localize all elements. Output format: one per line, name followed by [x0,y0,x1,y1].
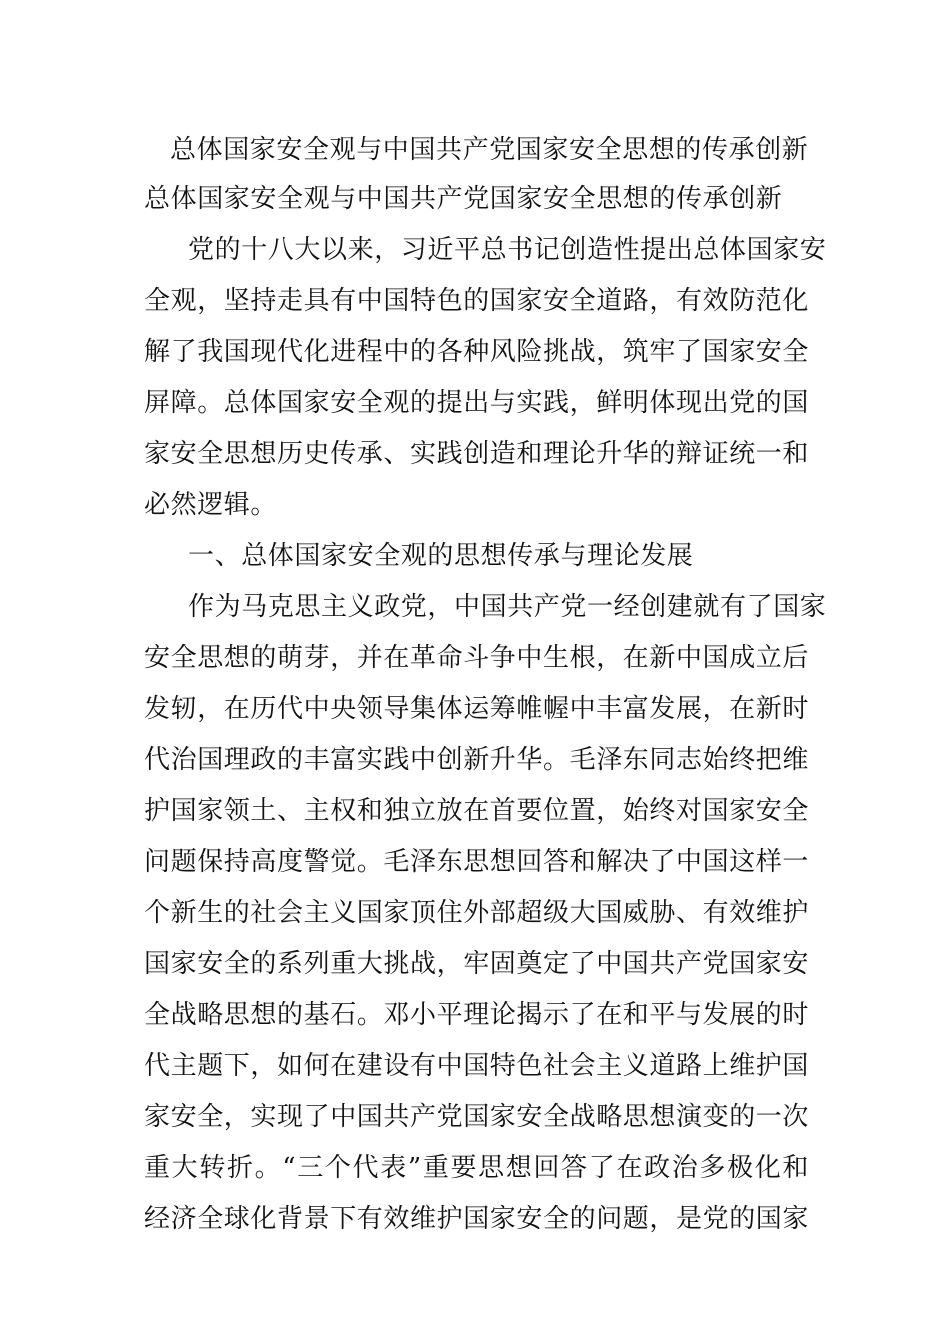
paragraph-line-16: 代主题下，如何在建设有中国特色社会主义道路上维护国 [144,1051,810,1081]
paragraph-line-1: 党的十八大以来，习近平总书记创造性提出总体国家安 [188,235,827,265]
paragraph-line-12: 问题保持高度警觉。毛泽东思想回答和解决了中国这样一 [144,847,810,877]
paragraph-line-2: 全观，坚持走具有中国特色的国家安全道路，有效防范化 [144,286,810,316]
paragraph-line-8: 安全思想的萌芽，并在革命斗争中生根，在新中国成立后 [144,643,810,673]
paragraph-line-10: 代治国理政的丰富实践中创新升华。毛泽东同志始终把维 [144,745,810,775]
document-title-line-2: 总体国家安全观与中国共产党国家安全思想的传承创新 [144,184,783,214]
paragraph-line-11: 护国家领土、主权和独立放在首要位置，始终对国家安全 [144,796,810,826]
paragraph-line-18: 重大转折。“三个代表”重要思想回答了在政治多极化和 [144,1153,809,1183]
paragraph-line-19: 经济全球化背景下有效维护国家安全的问题，是党的国家 [144,1204,810,1234]
paragraph-line-7: 作为马克思主义政党，中国共产党一经创建就有了国家 [188,592,827,622]
document-title-line-1: 总体国家安全观与中国共产党国家安全思想的传承创新 [170,135,809,165]
paragraph-line-5: 家安全思想历史传承、实践创造和理论升华的辩证统一和 [144,439,810,469]
paragraph-line-15: 全战略思想的基石。邓小平理论揭示了在和平与发展的时 [144,1000,810,1030]
paragraph-line-6: 必然逻辑。 [144,490,278,520]
paragraph-line-14: 国家安全的系列重大挑战，牢固奠定了中国共产党国家安 [144,949,810,979]
paragraph-line-9: 发轫，在历代中央领导集体运筹帷幄中丰富发展，在新时 [144,694,810,724]
paragraph-line-17: 家安全，实现了中国共产党国家安全战略思想演变的一次 [144,1102,810,1132]
paragraph-line-13: 个新生的社会主义国家顶住外部超级大国威胁、有效维护 [144,898,810,928]
section-heading: 一、总体国家安全观的思想传承与理论发展 [188,541,694,571]
paragraph-line-3: 解了我国现代化进程中的各种风险挑战，筑牢了国家安全 [144,337,810,367]
paragraph-line-4: 屏障。总体国家安全观的提出与实践，鲜明体现出党的国 [144,388,810,418]
